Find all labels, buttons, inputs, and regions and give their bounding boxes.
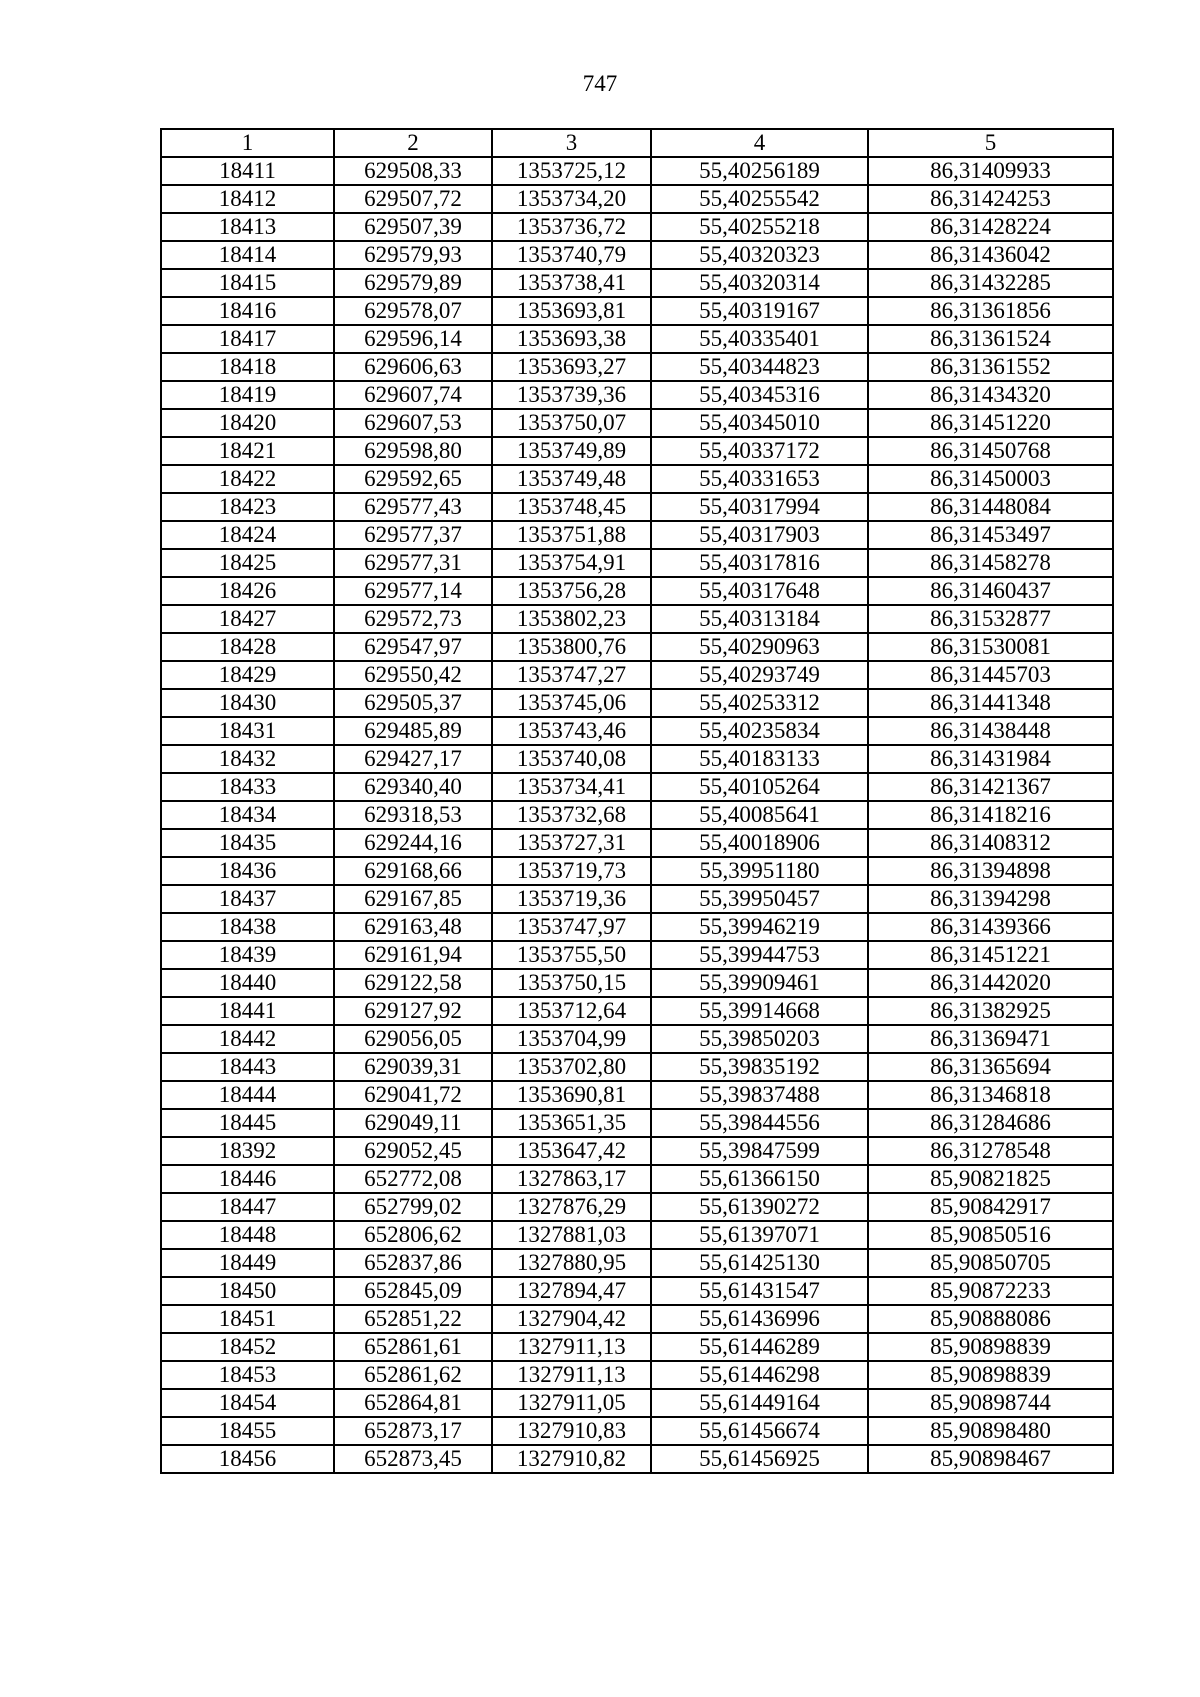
y-coordinate-cell: 1353747,97 xyxy=(492,913,651,941)
table-row xyxy=(161,353,1113,381)
x-coordinate-cell: 629318,53 xyxy=(334,801,492,829)
latitude-cell: 55,39950457 xyxy=(651,885,868,913)
longitude-cell: 86,31450768 xyxy=(868,437,1113,465)
table-row xyxy=(161,1053,1113,1081)
y-coordinate-cell: 1327876,29 xyxy=(492,1193,651,1221)
table-row xyxy=(161,1081,1113,1109)
latitude-cell: 55,39951180 xyxy=(651,857,868,885)
x-coordinate-cell: 652772,08 xyxy=(334,1165,492,1193)
point-number-cell: 18424 xyxy=(161,521,334,549)
table-row xyxy=(161,1333,1113,1361)
longitude-cell: 86,31458278 xyxy=(868,549,1113,577)
latitude-cell: 55,40183133 xyxy=(651,745,868,773)
y-coordinate-cell: 1353740,08 xyxy=(492,745,651,773)
x-coordinate-cell: 652861,62 xyxy=(334,1361,492,1389)
y-coordinate-cell: 1353719,73 xyxy=(492,857,651,885)
table-row xyxy=(161,1361,1113,1389)
point-number-cell: 18430 xyxy=(161,689,334,717)
x-coordinate-cell: 629598,80 xyxy=(334,437,492,465)
table-row xyxy=(161,521,1113,549)
y-coordinate-cell: 1353749,48 xyxy=(492,465,651,493)
latitude-cell: 55,40253312 xyxy=(651,689,868,717)
table-row xyxy=(161,185,1113,213)
x-coordinate-cell: 629505,37 xyxy=(334,689,492,717)
latitude-cell: 55,40018906 xyxy=(651,829,868,857)
longitude-cell: 86,31530081 xyxy=(868,633,1113,661)
latitude-cell: 55,39847599 xyxy=(651,1137,868,1165)
table-row xyxy=(161,605,1113,633)
y-coordinate-cell: 1353693,38 xyxy=(492,325,651,353)
header-col-3: 3 xyxy=(492,129,651,157)
latitude-cell: 55,40331653 xyxy=(651,465,868,493)
x-coordinate-cell: 629168,66 xyxy=(334,857,492,885)
latitude-cell: 55,40255542 xyxy=(651,185,868,213)
y-coordinate-cell: 1353702,80 xyxy=(492,1053,651,1081)
latitude-cell: 55,40317816 xyxy=(651,549,868,577)
table-body xyxy=(161,157,1113,1473)
longitude-cell: 85,90850516 xyxy=(868,1221,1113,1249)
latitude-cell: 55,40320314 xyxy=(651,269,868,297)
y-coordinate-cell: 1353712,64 xyxy=(492,997,651,1025)
x-coordinate-cell: 652806,62 xyxy=(334,1221,492,1249)
y-coordinate-cell: 1327881,03 xyxy=(492,1221,651,1249)
longitude-cell: 86,31448084 xyxy=(868,493,1113,521)
x-coordinate-cell: 629244,16 xyxy=(334,829,492,857)
x-coordinate-cell: 629163,48 xyxy=(334,913,492,941)
latitude-cell: 55,40105264 xyxy=(651,773,868,801)
longitude-cell: 86,31428224 xyxy=(868,213,1113,241)
y-coordinate-cell: 1353734,41 xyxy=(492,773,651,801)
latitude-cell: 55,39844556 xyxy=(651,1109,868,1137)
y-coordinate-cell: 1327894,47 xyxy=(492,1277,651,1305)
header-col-4: 4 xyxy=(651,129,868,157)
table-row xyxy=(161,1109,1113,1137)
point-number-cell: 18450 xyxy=(161,1277,334,1305)
point-number-cell: 18412 xyxy=(161,185,334,213)
y-coordinate-cell: 1327863,17 xyxy=(492,1165,651,1193)
longitude-cell: 86,31432285 xyxy=(868,269,1113,297)
longitude-cell: 86,31418216 xyxy=(868,801,1113,829)
point-number-cell: 18392 xyxy=(161,1137,334,1165)
x-coordinate-cell: 629052,45 xyxy=(334,1137,492,1165)
x-coordinate-cell: 652851,22 xyxy=(334,1305,492,1333)
table-row xyxy=(161,997,1113,1025)
latitude-cell: 55,40345010 xyxy=(651,409,868,437)
x-coordinate-cell: 629041,72 xyxy=(334,1081,492,1109)
x-coordinate-cell: 652873,45 xyxy=(334,1445,492,1473)
y-coordinate-cell: 1327904,42 xyxy=(492,1305,651,1333)
table-row xyxy=(161,661,1113,689)
x-coordinate-cell: 629577,43 xyxy=(334,493,492,521)
y-coordinate-cell: 1353690,81 xyxy=(492,1081,651,1109)
latitude-cell: 55,39850203 xyxy=(651,1025,868,1053)
table-row xyxy=(161,297,1113,325)
latitude-cell: 55,39837488 xyxy=(651,1081,868,1109)
longitude-cell: 86,31434320 xyxy=(868,381,1113,409)
point-number-cell: 18420 xyxy=(161,409,334,437)
latitude-cell: 55,40319167 xyxy=(651,297,868,325)
header-col-1: 1 xyxy=(161,129,334,157)
y-coordinate-cell: 1353693,81 xyxy=(492,297,651,325)
x-coordinate-cell: 629508,33 xyxy=(334,157,492,185)
y-coordinate-cell: 1353704,99 xyxy=(492,1025,651,1053)
latitude-cell: 55,40320323 xyxy=(651,241,868,269)
latitude-cell: 55,40293749 xyxy=(651,661,868,689)
x-coordinate-cell: 629592,65 xyxy=(334,465,492,493)
point-number-cell: 18433 xyxy=(161,773,334,801)
longitude-cell: 86,31450003 xyxy=(868,465,1113,493)
longitude-cell: 86,31424253 xyxy=(868,185,1113,213)
point-number-cell: 18416 xyxy=(161,297,334,325)
longitude-cell: 86,31436042 xyxy=(868,241,1113,269)
latitude-cell: 55,61397071 xyxy=(651,1221,868,1249)
point-number-cell: 18435 xyxy=(161,829,334,857)
point-number-cell: 18441 xyxy=(161,997,334,1025)
x-coordinate-cell: 629550,42 xyxy=(334,661,492,689)
x-coordinate-cell: 629161,94 xyxy=(334,941,492,969)
longitude-cell: 86,31361524 xyxy=(868,325,1113,353)
longitude-cell: 86,31451220 xyxy=(868,409,1113,437)
table-row xyxy=(161,577,1113,605)
x-coordinate-cell: 629127,92 xyxy=(334,997,492,1025)
y-coordinate-cell: 1353740,79 xyxy=(492,241,651,269)
table-row xyxy=(161,549,1113,577)
x-coordinate-cell: 629340,40 xyxy=(334,773,492,801)
table-row xyxy=(161,941,1113,969)
point-number-cell: 18444 xyxy=(161,1081,334,1109)
x-coordinate-cell: 629607,74 xyxy=(334,381,492,409)
x-coordinate-cell: 652873,17 xyxy=(334,1417,492,1445)
x-coordinate-cell: 629039,31 xyxy=(334,1053,492,1081)
latitude-cell: 55,40255218 xyxy=(651,213,868,241)
x-coordinate-cell: 629049,11 xyxy=(334,1109,492,1137)
table-row xyxy=(161,633,1113,661)
x-coordinate-cell: 629507,39 xyxy=(334,213,492,241)
latitude-cell: 55,61436996 xyxy=(651,1305,868,1333)
longitude-cell: 86,31361856 xyxy=(868,297,1113,325)
point-number-cell: 18442 xyxy=(161,1025,334,1053)
x-coordinate-cell: 629572,73 xyxy=(334,605,492,633)
x-coordinate-cell: 629577,14 xyxy=(334,577,492,605)
longitude-cell: 86,31278548 xyxy=(868,1137,1113,1165)
longitude-cell: 85,90888086 xyxy=(868,1305,1113,1333)
longitude-cell: 86,31346818 xyxy=(868,1081,1113,1109)
x-coordinate-cell: 629167,85 xyxy=(334,885,492,913)
y-coordinate-cell: 1353748,45 xyxy=(492,493,651,521)
point-number-cell: 18411 xyxy=(161,157,334,185)
latitude-cell: 55,40290963 xyxy=(651,633,868,661)
longitude-cell: 86,31409933 xyxy=(868,157,1113,185)
table-row xyxy=(161,689,1113,717)
y-coordinate-cell: 1353750,07 xyxy=(492,409,651,437)
point-number-cell: 18421 xyxy=(161,437,334,465)
x-coordinate-cell: 629596,14 xyxy=(334,325,492,353)
table-row xyxy=(161,885,1113,913)
point-number-cell: 18434 xyxy=(161,801,334,829)
longitude-cell: 86,31460437 xyxy=(868,577,1113,605)
latitude-cell: 55,40256189 xyxy=(651,157,868,185)
table-row xyxy=(161,381,1113,409)
y-coordinate-cell: 1327911,13 xyxy=(492,1361,651,1389)
y-coordinate-cell: 1353739,36 xyxy=(492,381,651,409)
y-coordinate-cell: 1353732,68 xyxy=(492,801,651,829)
x-coordinate-cell: 629122,58 xyxy=(334,969,492,997)
header-col-5: 5 xyxy=(868,129,1113,157)
table-row xyxy=(161,213,1113,241)
point-number-cell: 18415 xyxy=(161,269,334,297)
x-coordinate-cell: 629507,72 xyxy=(334,185,492,213)
longitude-cell: 85,90898839 xyxy=(868,1333,1113,1361)
point-number-cell: 18445 xyxy=(161,1109,334,1137)
point-number-cell: 18443 xyxy=(161,1053,334,1081)
latitude-cell: 55,39914668 xyxy=(651,997,868,1025)
point-number-cell: 18436 xyxy=(161,857,334,885)
latitude-cell: 55,40317994 xyxy=(651,493,868,521)
x-coordinate-cell: 629579,93 xyxy=(334,241,492,269)
x-coordinate-cell: 629606,63 xyxy=(334,353,492,381)
longitude-cell: 86,31369471 xyxy=(868,1025,1113,1053)
longitude-cell: 86,31441348 xyxy=(868,689,1113,717)
point-number-cell: 18455 xyxy=(161,1417,334,1445)
header-col-2: 2 xyxy=(334,129,492,157)
longitude-cell: 86,31361552 xyxy=(868,353,1113,381)
longitude-cell: 86,31284686 xyxy=(868,1109,1113,1137)
latitude-cell: 55,40335401 xyxy=(651,325,868,353)
longitude-cell: 85,90842917 xyxy=(868,1193,1113,1221)
page-number: 747 xyxy=(582,71,618,96)
y-coordinate-cell: 1353725,12 xyxy=(492,157,651,185)
latitude-cell: 55,61431547 xyxy=(651,1277,868,1305)
longitude-cell: 86,31453497 xyxy=(868,521,1113,549)
point-number-cell: 18447 xyxy=(161,1193,334,1221)
x-coordinate-cell: 652845,09 xyxy=(334,1277,492,1305)
x-coordinate-cell: 629427,17 xyxy=(334,745,492,773)
latitude-cell: 55,40085641 xyxy=(651,801,868,829)
longitude-cell: 85,90898839 xyxy=(868,1361,1113,1389)
longitude-cell: 86,31421367 xyxy=(868,773,1113,801)
y-coordinate-cell: 1353734,20 xyxy=(492,185,651,213)
x-coordinate-cell: 629577,31 xyxy=(334,549,492,577)
latitude-cell: 55,61446298 xyxy=(651,1361,868,1389)
table-row xyxy=(161,437,1113,465)
longitude-cell: 86,31394898 xyxy=(868,857,1113,885)
table-row xyxy=(161,1305,1113,1333)
y-coordinate-cell: 1353745,06 xyxy=(492,689,651,717)
table-row xyxy=(161,157,1113,185)
x-coordinate-cell: 629607,53 xyxy=(334,409,492,437)
latitude-cell: 55,40317903 xyxy=(651,521,868,549)
latitude-cell: 55,61449164 xyxy=(651,1389,868,1417)
point-number-cell: 18432 xyxy=(161,745,334,773)
longitude-cell: 86,31431984 xyxy=(868,745,1113,773)
latitude-cell: 55,61366150 xyxy=(651,1165,868,1193)
x-coordinate-cell: 652864,81 xyxy=(334,1389,492,1417)
y-coordinate-cell: 1327910,83 xyxy=(492,1417,651,1445)
table-row xyxy=(161,829,1113,857)
x-coordinate-cell: 629579,89 xyxy=(334,269,492,297)
longitude-cell: 85,90898467 xyxy=(868,1445,1113,1473)
x-coordinate-cell: 652799,02 xyxy=(334,1193,492,1221)
point-number-cell: 18446 xyxy=(161,1165,334,1193)
y-coordinate-cell: 1353802,23 xyxy=(492,605,651,633)
point-number-cell: 18448 xyxy=(161,1221,334,1249)
y-coordinate-cell: 1353750,15 xyxy=(492,969,651,997)
point-number-cell: 18439 xyxy=(161,941,334,969)
y-coordinate-cell: 1327911,13 xyxy=(492,1333,651,1361)
point-number-cell: 18456 xyxy=(161,1445,334,1473)
table-row xyxy=(161,969,1113,997)
y-coordinate-cell: 1327910,82 xyxy=(492,1445,651,1473)
table-row xyxy=(161,1277,1113,1305)
longitude-cell: 86,31365694 xyxy=(868,1053,1113,1081)
longitude-cell: 86,31442020 xyxy=(868,969,1113,997)
y-coordinate-cell: 1353756,28 xyxy=(492,577,651,605)
point-number-cell: 18427 xyxy=(161,605,334,633)
point-number-cell: 18418 xyxy=(161,353,334,381)
y-coordinate-cell: 1353747,27 xyxy=(492,661,651,689)
y-coordinate-cell: 1353651,35 xyxy=(492,1109,651,1137)
latitude-cell: 55,40313184 xyxy=(651,605,868,633)
point-number-cell: 18453 xyxy=(161,1361,334,1389)
latitude-cell: 55,40345316 xyxy=(651,381,868,409)
table-row xyxy=(161,857,1113,885)
longitude-cell: 85,90850705 xyxy=(868,1249,1113,1277)
y-coordinate-cell: 1353693,27 xyxy=(492,353,651,381)
longitude-cell: 86,31394298 xyxy=(868,885,1113,913)
table-row xyxy=(161,1193,1113,1221)
y-coordinate-cell: 1353754,91 xyxy=(492,549,651,577)
point-number-cell: 18431 xyxy=(161,717,334,745)
table-row xyxy=(161,913,1113,941)
latitude-cell: 55,39944753 xyxy=(651,941,868,969)
point-number-cell: 18425 xyxy=(161,549,334,577)
table-row xyxy=(161,801,1113,829)
table-row xyxy=(161,1025,1113,1053)
y-coordinate-cell: 1353719,36 xyxy=(492,885,651,913)
y-coordinate-cell: 1353751,88 xyxy=(492,521,651,549)
table-row xyxy=(161,1417,1113,1445)
longitude-cell: 85,90898744 xyxy=(868,1389,1113,1417)
latitude-cell: 55,40337172 xyxy=(651,437,868,465)
point-number-cell: 18423 xyxy=(161,493,334,521)
x-coordinate-cell: 629577,37 xyxy=(334,521,492,549)
y-coordinate-cell: 1353800,76 xyxy=(492,633,651,661)
longitude-cell: 86,31532877 xyxy=(868,605,1113,633)
x-coordinate-cell: 629578,07 xyxy=(334,297,492,325)
table-row xyxy=(161,717,1113,745)
y-coordinate-cell: 1327880,95 xyxy=(492,1249,651,1277)
point-number-cell: 18440 xyxy=(161,969,334,997)
x-coordinate-cell: 629056,05 xyxy=(334,1025,492,1053)
latitude-cell: 55,61390272 xyxy=(651,1193,868,1221)
table-row xyxy=(161,241,1113,269)
point-number-cell: 18438 xyxy=(161,913,334,941)
table-row xyxy=(161,409,1113,437)
coordinates-table xyxy=(160,128,1114,1474)
latitude-cell: 55,39835192 xyxy=(651,1053,868,1081)
latitude-cell: 55,40235834 xyxy=(651,717,868,745)
table-row xyxy=(161,1445,1113,1473)
y-coordinate-cell: 1353736,72 xyxy=(492,213,651,241)
point-number-cell: 18451 xyxy=(161,1305,334,1333)
longitude-cell: 86,31451221 xyxy=(868,941,1113,969)
table-row xyxy=(161,325,1113,353)
latitude-cell: 55,40317648 xyxy=(651,577,868,605)
point-number-cell: 18414 xyxy=(161,241,334,269)
longitude-cell: 85,90872233 xyxy=(868,1277,1113,1305)
table-row xyxy=(161,1165,1113,1193)
y-coordinate-cell: 1353755,50 xyxy=(492,941,651,969)
y-coordinate-cell: 1353647,42 xyxy=(492,1137,651,1165)
point-number-cell: 18422 xyxy=(161,465,334,493)
table-row xyxy=(161,1137,1113,1165)
y-coordinate-cell: 1353749,89 xyxy=(492,437,651,465)
x-coordinate-cell: 629547,97 xyxy=(334,633,492,661)
x-coordinate-cell: 652861,61 xyxy=(334,1333,492,1361)
x-coordinate-cell: 652837,86 xyxy=(334,1249,492,1277)
table-row xyxy=(161,773,1113,801)
point-number-cell: 18429 xyxy=(161,661,334,689)
point-number-cell: 18426 xyxy=(161,577,334,605)
point-number-cell: 18419 xyxy=(161,381,334,409)
table-row xyxy=(161,493,1113,521)
point-number-cell: 18413 xyxy=(161,213,334,241)
latitude-cell: 55,39946219 xyxy=(651,913,868,941)
latitude-cell: 55,61456674 xyxy=(651,1417,868,1445)
y-coordinate-cell: 1353727,31 xyxy=(492,829,651,857)
longitude-cell: 85,90898480 xyxy=(868,1417,1113,1445)
latitude-cell: 55,40344823 xyxy=(651,353,868,381)
latitude-cell: 55,39909461 xyxy=(651,969,868,997)
latitude-cell: 55,61456925 xyxy=(651,1445,868,1473)
longitude-cell: 86,31439366 xyxy=(868,913,1113,941)
table-row xyxy=(161,1249,1113,1277)
y-coordinate-cell: 1353743,46 xyxy=(492,717,651,745)
y-coordinate-cell: 1353738,41 xyxy=(492,269,651,297)
longitude-cell: 86,31438448 xyxy=(868,717,1113,745)
point-number-cell: 18417 xyxy=(161,325,334,353)
table-row xyxy=(161,269,1113,297)
longitude-cell: 85,90821825 xyxy=(868,1165,1113,1193)
table-row xyxy=(161,1221,1113,1249)
longitude-cell: 86,31445703 xyxy=(868,661,1113,689)
header-row xyxy=(161,129,1113,157)
table-header xyxy=(161,129,1113,157)
table-row xyxy=(161,1389,1113,1417)
longitude-cell: 86,31408312 xyxy=(868,829,1113,857)
point-number-cell: 18452 xyxy=(161,1333,334,1361)
y-coordinate-cell: 1327911,05 xyxy=(492,1389,651,1417)
latitude-cell: 55,61425130 xyxy=(651,1249,868,1277)
point-number-cell: 18449 xyxy=(161,1249,334,1277)
longitude-cell: 86,31382925 xyxy=(868,997,1113,1025)
point-number-cell: 18454 xyxy=(161,1389,334,1417)
table-row xyxy=(161,465,1113,493)
latitude-cell: 55,61446289 xyxy=(651,1333,868,1361)
point-number-cell: 18437 xyxy=(161,885,334,913)
x-coordinate-cell: 629485,89 xyxy=(334,717,492,745)
table-row xyxy=(161,745,1113,773)
point-number-cell: 18428 xyxy=(161,633,334,661)
